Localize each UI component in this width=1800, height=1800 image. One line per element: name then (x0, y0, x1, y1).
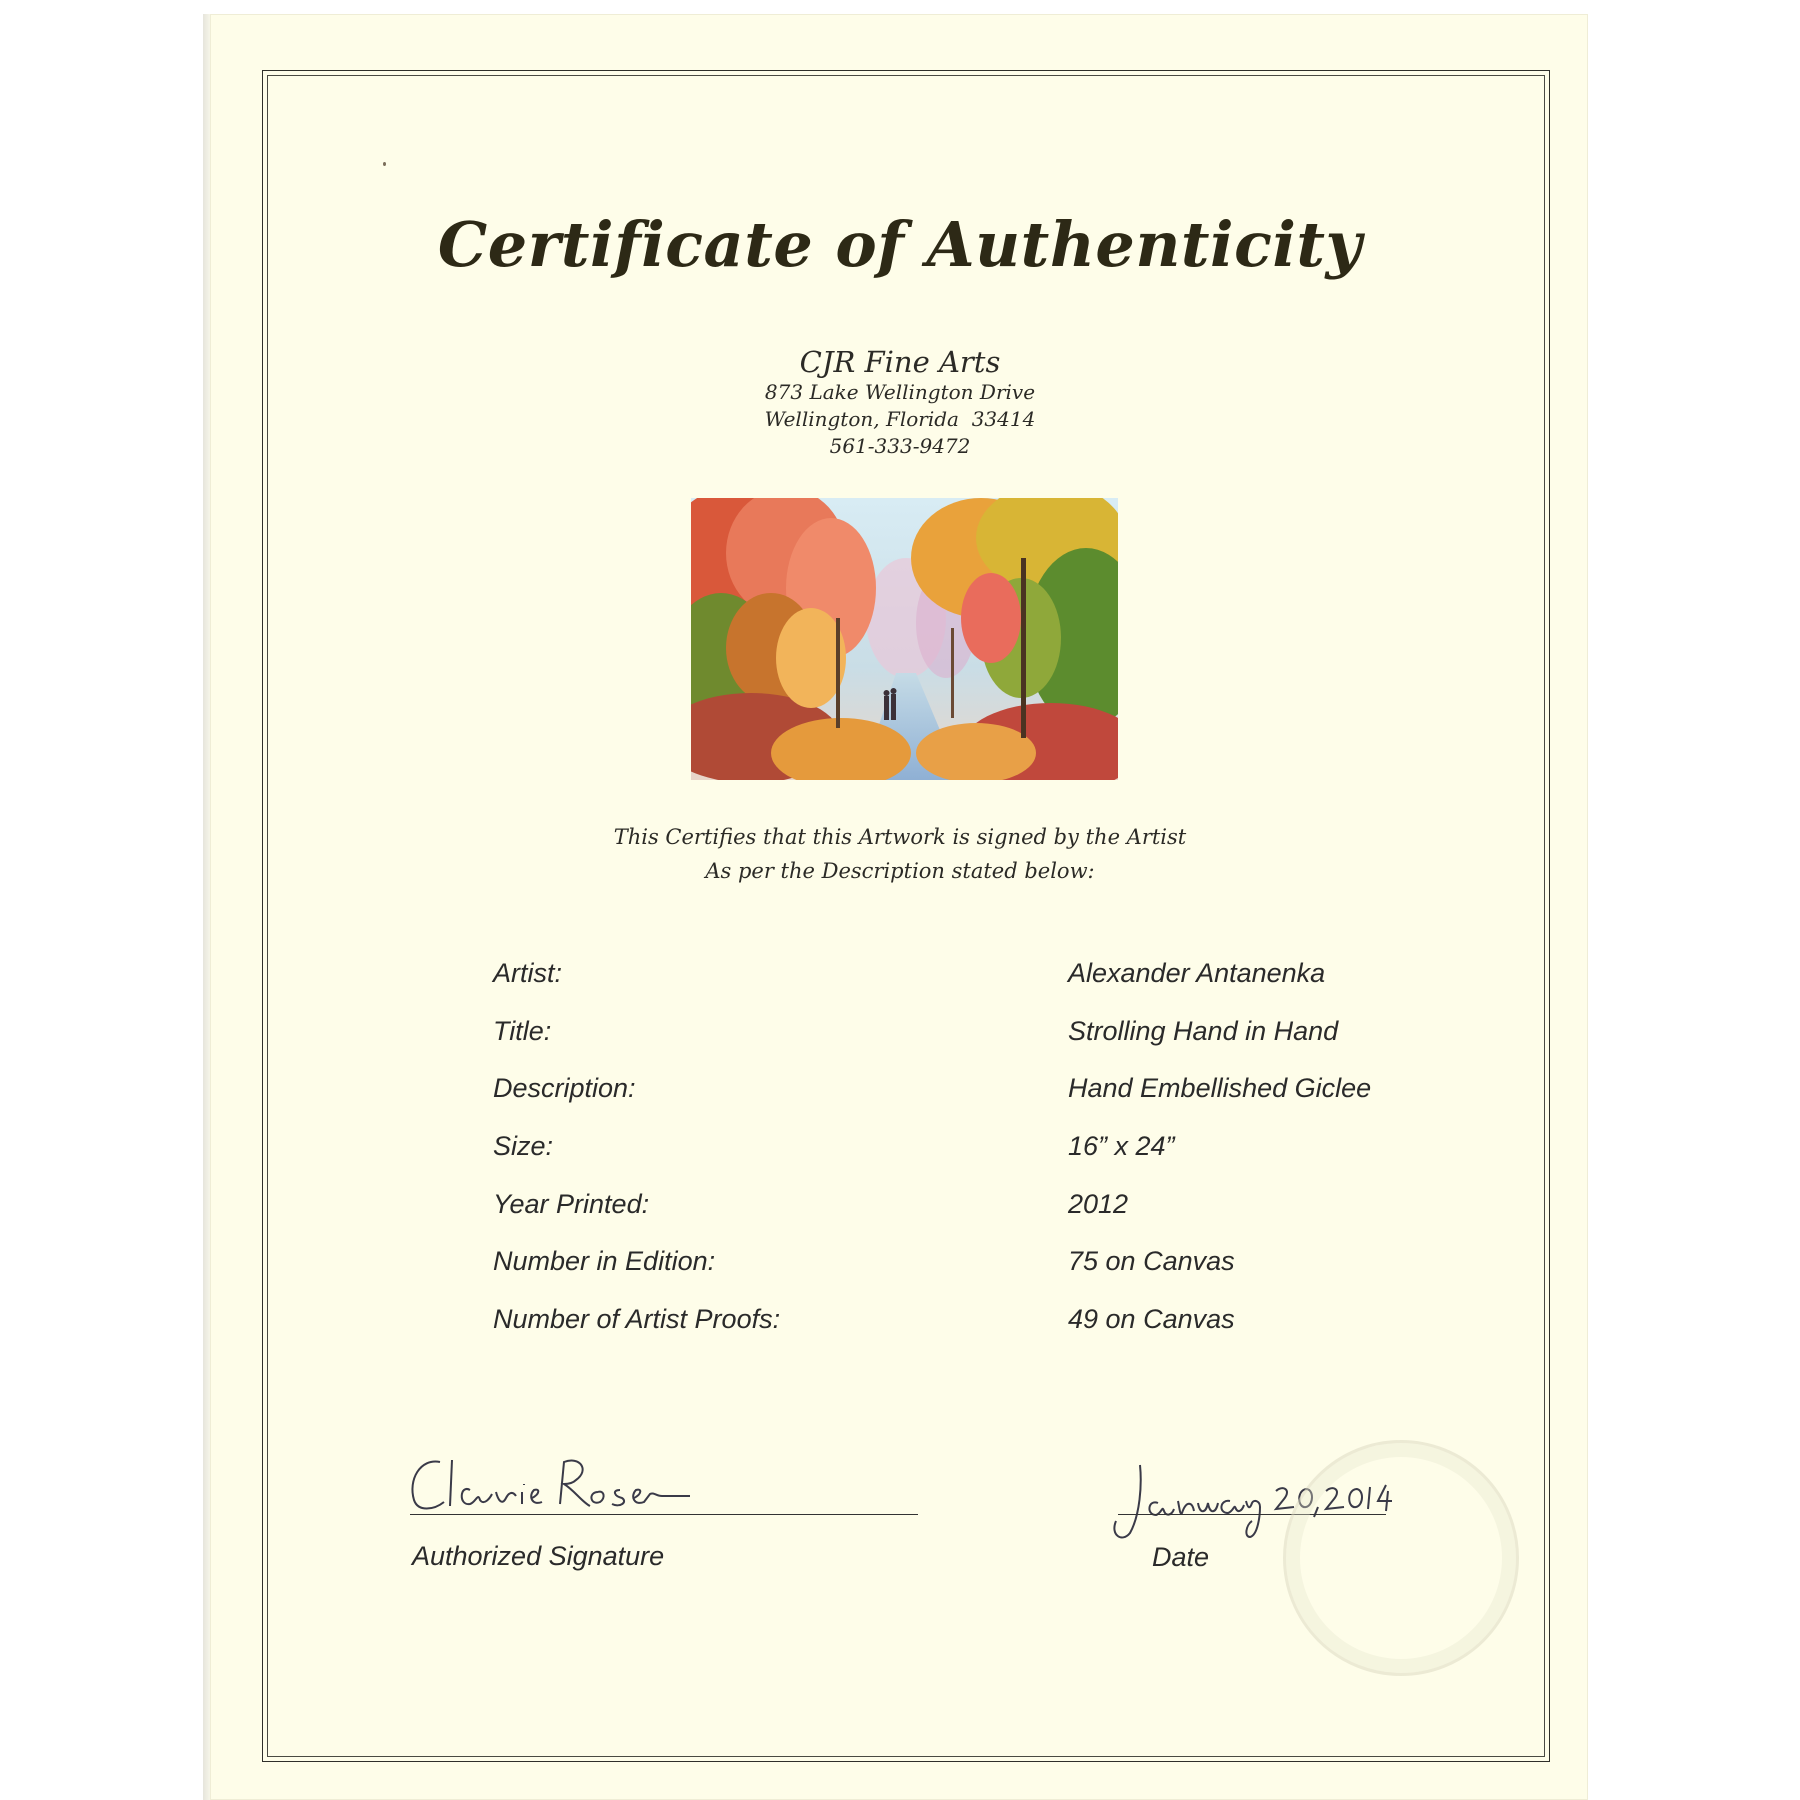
detail-value: 16” x 24” (1068, 1131, 1175, 1162)
signature-label: Authorized Signature (412, 1541, 665, 1571)
detail-value: 49 on Canvas (1068, 1304, 1235, 1335)
detail-label: Description: (493, 1073, 636, 1104)
certifies-line-2: As per the Description stated below: (705, 859, 1095, 883)
detail-row (493, 1189, 1393, 1247)
detail-label: Year Printed: (493, 1188, 650, 1219)
detail-label: Artist: (493, 958, 563, 988)
certifies-line-1: This Certifies that this Artwork is signed by the Artist (613, 825, 1187, 849)
detail-row (493, 1016, 1393, 1074)
detail-row (493, 1131, 1393, 1189)
company-phone: 561-333-9472 (829, 434, 971, 458)
company-name: CJR Fine Arts (799, 345, 1001, 379)
embossed-seal (1283, 1440, 1519, 1676)
handwritten-signature (400, 1440, 700, 1520)
company-block (0, 345, 1800, 460)
detail-value: Hand Embellished Giclee (1068, 1073, 1372, 1104)
detail-value: 2012 (1068, 1188, 1129, 1219)
detail-value: 75 on Canvas (1068, 1246, 1235, 1277)
detail-row (493, 958, 1393, 1016)
date-label: Date (1152, 1542, 1210, 1572)
detail-row (493, 1246, 1393, 1304)
detail-value: Alexander Antanenka (1068, 958, 1326, 988)
detail-label: Title: (493, 1015, 552, 1046)
detail-row (493, 1073, 1393, 1131)
artwork-painting (691, 498, 1118, 780)
paper-edge (203, 14, 210, 1800)
detail-label: Size: (493, 1131, 554, 1162)
detail-label: Number of Artist Proofs: (493, 1304, 781, 1335)
company-address-city: Wellington, Florida 33414 (764, 407, 1036, 431)
details-table (493, 958, 1393, 1362)
detail-value: Strolling Hand in Hand (1068, 1015, 1339, 1046)
certificate-title: Certificate of Authenticity (437, 208, 1363, 281)
artwork-image (691, 498, 1118, 780)
detail-row (493, 1304, 1393, 1362)
certifies-statement (0, 820, 1800, 888)
company-address-street: 873 Lake Wellington Drive (764, 380, 1036, 404)
signature-line (410, 1514, 918, 1515)
detail-label: Number in Edition: (493, 1246, 716, 1277)
